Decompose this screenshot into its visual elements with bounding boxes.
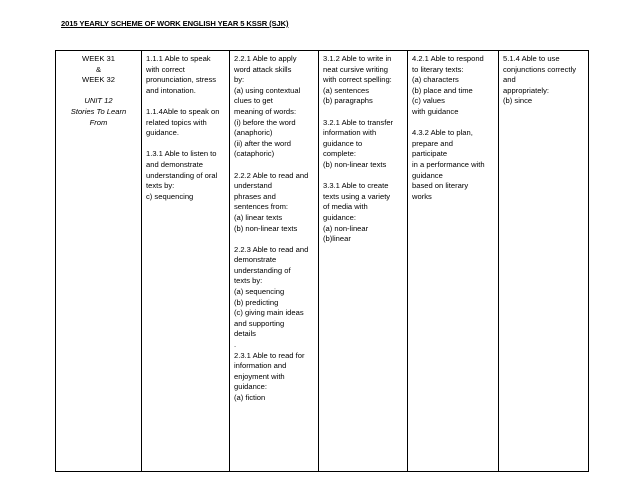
standard-text-line: 3.2.1 Able to transfer xyxy=(323,117,394,127)
paragraph-spacer xyxy=(234,234,314,245)
standard-text-line: participate xyxy=(412,149,448,159)
standard-text-line: (i) before the word xyxy=(234,117,296,127)
standard-text-line: prepare and xyxy=(412,138,453,148)
standard-text-line: (c) values xyxy=(412,96,445,106)
standard-text-line: clues to get xyxy=(234,96,273,106)
standard-text-line: understanding of oral xyxy=(146,170,218,180)
standard-text-line: (b) paragraphs xyxy=(323,96,373,106)
standard-text-line: guidance xyxy=(412,170,443,180)
document-title: 2015 YEARLY SCHEME OF WORK ENGLISH YEAR 5 KSSR (SJK) xyxy=(61,19,289,28)
standard-text-line: guidance to xyxy=(323,138,363,148)
standard-text-line: neat cursive writing xyxy=(323,64,388,74)
standard-text-line: understand xyxy=(234,181,272,191)
standard-text-line: with guidance xyxy=(412,106,459,116)
standard-text-line: 3.1.2 Able to write in xyxy=(323,54,392,63)
week-ampersand: & xyxy=(95,64,102,74)
standard-text-line: (a) using contextual xyxy=(234,85,301,95)
standard-text-line: in a performance with xyxy=(412,159,485,169)
table-row xyxy=(56,51,589,472)
paragraph-spacer xyxy=(146,139,225,150)
standard-text-line: 3.3.1 Able to create xyxy=(323,181,389,191)
reading-cell xyxy=(230,51,319,472)
standard-text-line: based on literary xyxy=(412,181,469,191)
standard-text-line: c) sequencing xyxy=(146,191,194,201)
standard-text-line: by: xyxy=(234,75,245,85)
standard-text-line: information and xyxy=(234,361,287,371)
standard-text-line: enjoyment with xyxy=(234,371,285,381)
standard-text-line: understanding of xyxy=(234,265,291,275)
topic-label: Stories To Learn xyxy=(70,106,127,116)
standard-text-line: related topics with xyxy=(146,117,207,127)
unit-label: UNIT 12 xyxy=(84,96,113,106)
standard-text-line: (a) sequencing xyxy=(234,287,285,297)
standard-text-line: (a) characters xyxy=(412,75,459,85)
standard-text-line: (c) giving main ideas xyxy=(234,308,304,318)
paragraph-spacer xyxy=(323,171,403,182)
standard-text-line: (anaphoric) xyxy=(234,128,273,138)
standard-text-line: (ii) after the word xyxy=(234,138,291,148)
standard-text-line: and intonation. xyxy=(146,85,196,95)
standard-text-line: (a) fiction xyxy=(234,393,266,402)
standard-text-line: and xyxy=(503,75,516,85)
standard-text-line: with correct spelling: xyxy=(323,75,392,85)
standard-text-line: (b) non-linear texts xyxy=(323,159,387,169)
topic-label: From xyxy=(89,117,108,127)
standard-text-line: works xyxy=(412,191,432,201)
paragraph-spacer xyxy=(234,160,314,171)
language-arts-cell xyxy=(408,51,499,472)
standard-text-line: (b) since xyxy=(503,96,533,106)
standard-text-line: and demonstrate xyxy=(146,159,203,169)
standard-text-line: . xyxy=(234,340,237,350)
standard-text-line: guidance: xyxy=(323,212,356,222)
standard-text-line: conjunctions correctly xyxy=(503,64,577,74)
standard-text-line: texts using a variety xyxy=(323,191,391,201)
standard-text-line: 2.3.1 Able to read for xyxy=(234,350,305,360)
standard-text-line: of media with xyxy=(323,202,368,212)
scheme-of-work-table xyxy=(55,50,589,472)
standard-text-line: 1.3.1 Able to listen to xyxy=(146,149,217,159)
standard-text-line: information with xyxy=(323,128,377,138)
standard-text-line: 2.2.2 Able to read and xyxy=(234,170,309,180)
standard-text-line: demonstrate xyxy=(234,255,277,265)
standard-text-line: guidance. xyxy=(146,128,179,138)
standard-text-line: 1.1.4Able to speak on xyxy=(146,106,220,116)
standard-text-line: 2.2.1 Able to apply xyxy=(234,54,297,63)
standard-text-line: 4.3.2 Able to plan, xyxy=(412,128,473,138)
listening-speaking-cell xyxy=(142,51,230,472)
standard-text-line: 5.1.4 Able to use xyxy=(503,54,560,63)
standard-text-line: texts by: xyxy=(146,181,175,191)
writing-cell xyxy=(319,51,408,472)
grammar-cell xyxy=(499,51,589,472)
standard-text-line: (b) place and time xyxy=(412,85,473,95)
paragraph-spacer xyxy=(412,118,494,129)
standard-text-line: meaning of words: xyxy=(234,106,297,116)
paragraph-spacer xyxy=(323,107,403,118)
week-label: WEEK 32 xyxy=(82,75,115,85)
standard-text-line: guidance: xyxy=(234,382,267,392)
standard-text-line: word attack skills xyxy=(234,64,292,74)
standard-text-line: details xyxy=(234,329,256,339)
standard-text-line: (b) non-linear texts xyxy=(234,223,298,233)
standard-text-line: (a) sentences xyxy=(323,85,370,95)
standard-text-line: (cataphoric) xyxy=(234,149,275,159)
standard-text-line: (b) predicting xyxy=(234,297,279,307)
standard-text-line: 4.2.1 Able to respond xyxy=(412,54,484,63)
standard-text-line: (b)linear xyxy=(323,234,351,244)
week-label: WEEK 31 xyxy=(82,54,115,63)
standard-text-line: complete: xyxy=(323,149,356,159)
standard-text-line: texts by: xyxy=(234,276,263,286)
standard-text-line: 1.1.1 Able to speak xyxy=(146,54,211,63)
standard-text-line: 2.2.3 Able to read and xyxy=(234,244,309,254)
paragraph-spacer xyxy=(146,96,225,107)
standard-text-line: sentences from: xyxy=(234,202,289,212)
week-cell xyxy=(56,51,142,472)
standard-text-line: appropriately: xyxy=(503,85,550,95)
standard-text-line: with correct xyxy=(146,64,185,74)
spacer xyxy=(60,86,137,97)
standard-text-line: pronunciation, stress xyxy=(146,75,217,85)
standard-text-line: (a) non-linear xyxy=(323,223,369,233)
standard-text-line: and supporting xyxy=(234,318,285,328)
standard-text-line: to literary texts: xyxy=(412,64,464,74)
standard-text-line: (a) linear texts xyxy=(234,212,283,222)
standard-text-line: phrases and xyxy=(234,191,276,201)
